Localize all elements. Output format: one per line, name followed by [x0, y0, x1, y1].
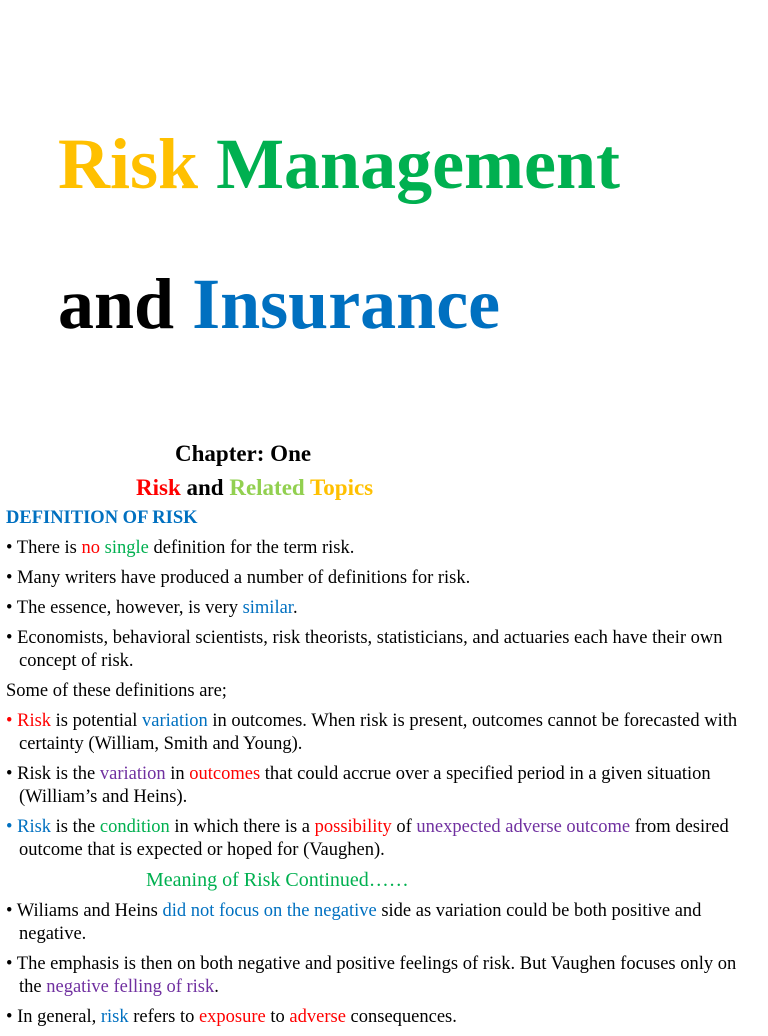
text-span: in outcomes. When risk is present, outcomes cannot be forecasted with certainty (William, Smith and Young).: [19, 711, 738, 754]
plain-line: [6, 680, 762, 703]
chapter-label: Chapter: One: [175, 441, 312, 466]
text-span: is potential: [51, 711, 142, 731]
text-span: similar: [242, 598, 293, 618]
text-span: to: [265, 1007, 290, 1027]
text-span: definition for the term risk.: [148, 538, 355, 558]
text-span: variation: [99, 764, 166, 784]
bullet-item: [6, 597, 762, 620]
bullet-item: [6, 763, 762, 809]
bullet-item: [6, 1006, 762, 1029]
bullet-icon: •: [6, 764, 18, 784]
text-span: There is: [16, 538, 82, 558]
text-span: Risk: [58, 124, 199, 204]
text-span: The essence, however, is very: [16, 598, 243, 618]
bullet-item: [6, 953, 762, 999]
text-span: side as variation could be both positive and negative.: [19, 901, 702, 944]
text-span: [198, 124, 216, 204]
bullet-item: [6, 537, 762, 560]
text-span: is the: [51, 817, 100, 837]
text-span: possibility: [314, 817, 392, 837]
text-span: condition: [99, 817, 170, 837]
bullet-icon: •: [6, 538, 17, 558]
bullet-item: [6, 710, 762, 756]
text-span: in which there is a: [169, 817, 315, 837]
bullet-item: [6, 567, 762, 590]
text-span: Economists, behavioral scientists, risk theorists, statisticians, and actuaries each have their own concept of risk.: [17, 628, 723, 671]
text-span: Related: [229, 475, 311, 500]
text-span: did not focus on the negative: [162, 901, 377, 921]
bullet-icon: •: [6, 1007, 18, 1027]
text-span: of: [391, 817, 417, 837]
text-span: [174, 264, 192, 344]
text-span: refers to: [128, 1007, 199, 1027]
text-span: single: [104, 538, 149, 558]
text-span: Risk: [17, 711, 52, 731]
text-span: Management: [216, 124, 620, 204]
bullet-icon: •: [6, 817, 18, 837]
meaning-heading: Meaning of Risk Continued……: [146, 869, 409, 891]
bullet-icon: •: [6, 628, 18, 648]
text-span: Wiliams and Heins: [16, 901, 163, 921]
text-span: no: [81, 538, 105, 558]
text-span: In general,: [17, 1007, 101, 1027]
text-span: outcomes: [189, 764, 261, 784]
text-span: in: [165, 764, 190, 784]
text-span: from desired outcome that is expected or hoped for (Vaughen).: [19, 817, 729, 860]
bullet-icon: •: [6, 711, 18, 731]
text-span: Risk: [17, 817, 52, 837]
text-span: and: [180, 475, 230, 500]
text-span: Risk: [136, 475, 181, 500]
bullet-item: [6, 627, 762, 673]
title-line-1: [58, 124, 620, 204]
definitions-section: [6, 537, 762, 869]
text-span: .: [292, 598, 298, 618]
bullet-icon: •: [6, 901, 17, 921]
topic-heading: [136, 475, 373, 501]
meaning-section: [6, 900, 762, 1036]
bullet-item: [6, 816, 762, 862]
title-line-2: [58, 264, 501, 344]
text-span: exposure: [198, 1007, 266, 1027]
text-span: Risk is the: [17, 764, 100, 784]
bullet-icon: •: [6, 568, 18, 588]
text-span: .: [214, 977, 219, 997]
text-span: and: [58, 264, 175, 344]
text-span: The emphasis is then on both negative and positive feelings of risk. But Vaughen focuses only on the: [16, 954, 737, 997]
text-span: unexpected adverse outcome: [416, 817, 631, 837]
text-span: variation: [142, 711, 208, 731]
text-span: consequences.: [345, 1007, 457, 1027]
text-span: negative felling of risk: [46, 977, 215, 997]
bullet-item: [6, 900, 762, 946]
text-span: Topics: [310, 475, 374, 500]
text-span: risk: [100, 1007, 129, 1027]
definition-heading: DEFINITION OF RISK: [6, 508, 198, 528]
bullet-icon: •: [6, 954, 17, 974]
text-span: Some of these definitions are;: [6, 681, 227, 701]
text-span: Insurance: [192, 264, 501, 344]
bullet-icon: •: [6, 598, 17, 618]
text-span: Many writers have produced a number of definitions for risk.: [17, 568, 471, 588]
text-span: adverse: [289, 1007, 346, 1027]
text-span: that could accrue over a specified period in a given situation (William’s and Heins).: [19, 764, 711, 807]
